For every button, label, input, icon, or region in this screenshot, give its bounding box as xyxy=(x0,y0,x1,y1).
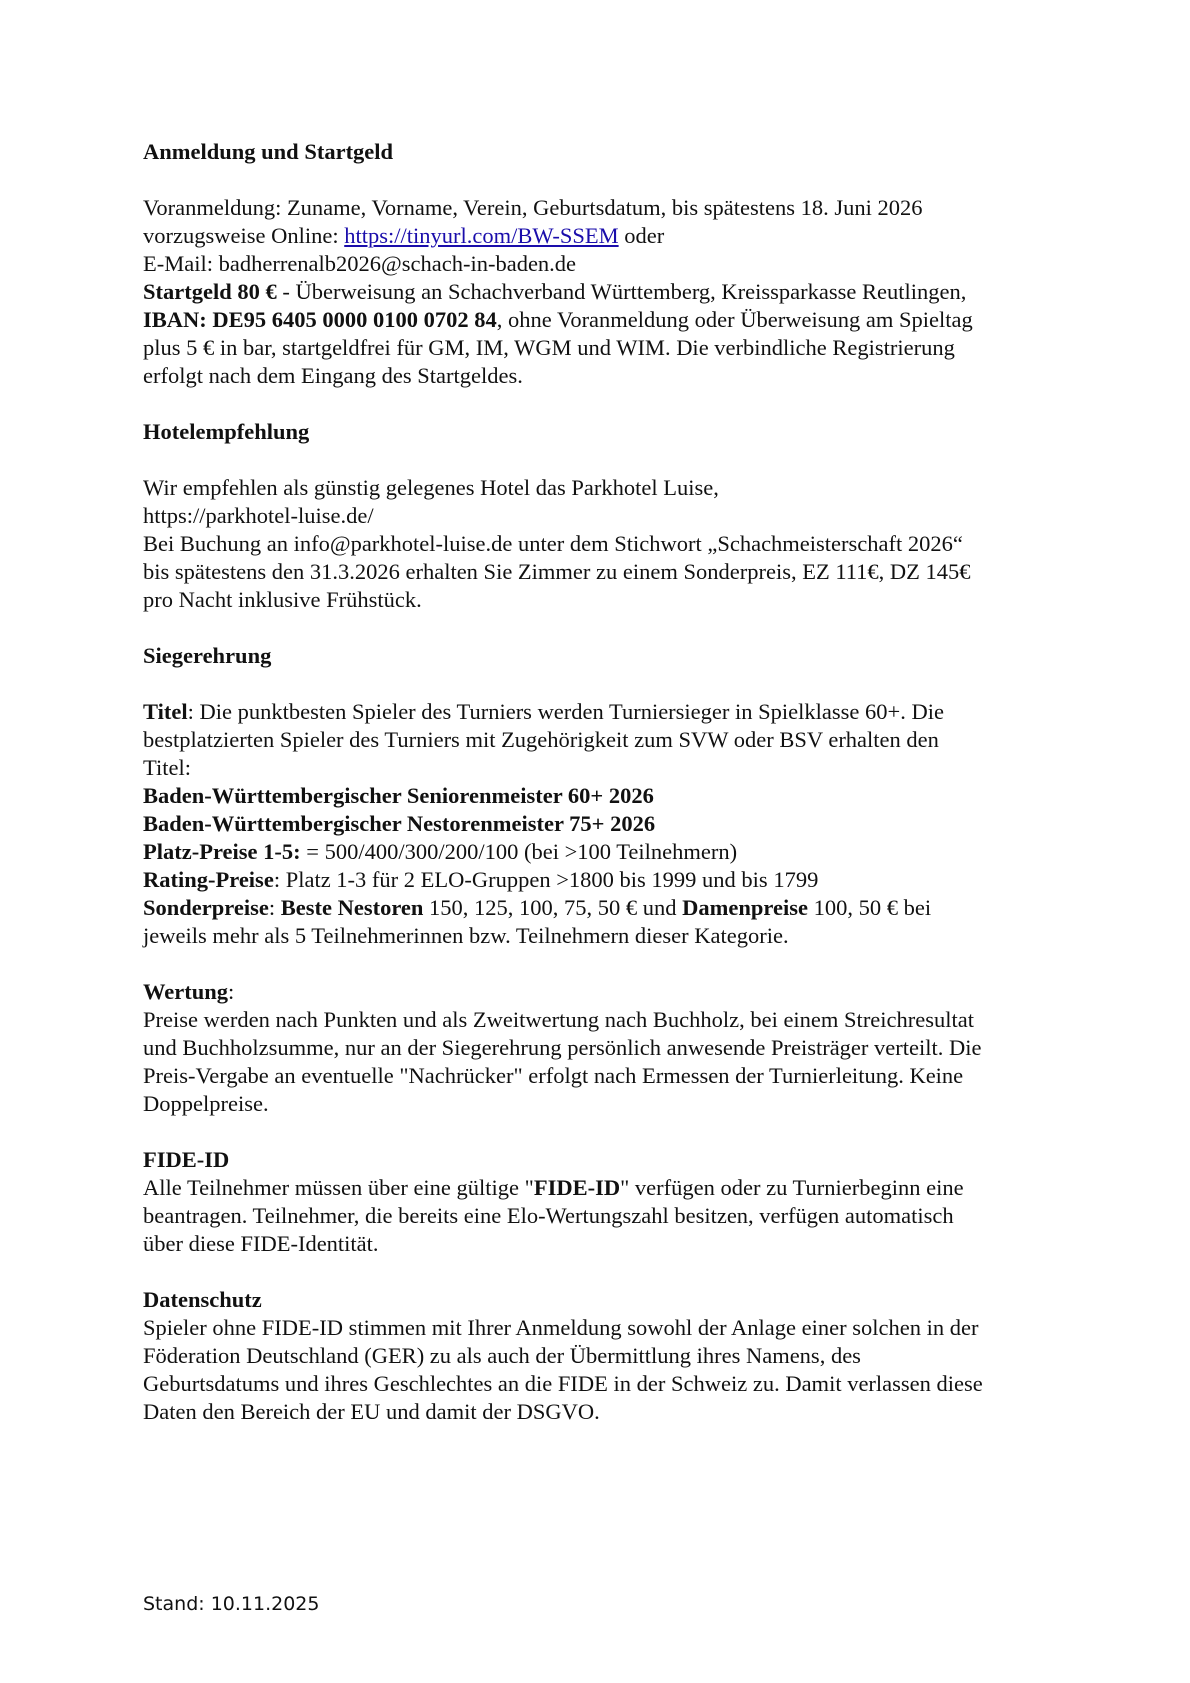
section-heading-wertung xyxy=(143,978,1063,1006)
anmeldung-line: Voranmeldung: Zuname, Vorname, Verein, Geburtsdatum, bis spätestens 18. Juni 2026 xyxy=(143,195,923,220)
section-heading-siegerehrung: Siegerehrung xyxy=(143,643,272,668)
section-heading-hotel: Hotelempfehlung xyxy=(143,419,310,444)
datenschutz-line: Geburtsdatums und ihres Geschlechtes an die FIDE in der Schweiz zu. Damit verlassen diese xyxy=(143,1371,983,1396)
wertung-line: Doppelpreise. xyxy=(143,1091,269,1116)
hotel-line: Bei Buchung an info@parkhotel-luise.de unter dem Stichwort „Schachmeisterschaft 2026“ xyxy=(143,531,963,556)
registration-link[interactable]: https://tinyurl.com/BW-SSEM xyxy=(344,223,619,248)
nestoren-label: Beste Nestoren xyxy=(280,895,424,920)
text: " verfügen oder zu Turnierbeginn eine xyxy=(620,1175,964,1200)
hotel-line: bis spätestens den 31.3.2026 erhalten Sie Zimmer zu einem Sonderpreis, EZ 111€, DZ 145€ xyxy=(143,559,971,584)
text: 100, 50 € bei xyxy=(807,895,932,920)
section-heading-datenschutz: Datenschutz xyxy=(143,1287,262,1312)
sonderpreise-label: Sonderpreise xyxy=(143,895,269,920)
text: vorzugsweise Online: xyxy=(143,223,345,248)
fide-line: beantragen. Teilnehmer, die bereits eine Elo-Wertungszahl besitzen, verfügen automatisch xyxy=(143,1203,954,1228)
wertung-line: Preise werden nach Punkten und als Zweitwertung nach Buchholz, bei einem Streichresultat xyxy=(143,1007,975,1032)
section-heading-anmeldung: Anmeldung und Startgeld xyxy=(143,139,394,164)
platz-preise-line xyxy=(143,838,1063,866)
iban-label: IBAN: DE95 6405 0000 0100 0702 84 xyxy=(143,307,497,332)
platz-preise-label: Platz-Preise 1-5: xyxy=(143,839,301,864)
text: : xyxy=(268,895,281,920)
rating-preise-line xyxy=(143,866,1063,894)
fide-id-label: FIDE-ID xyxy=(533,1175,621,1200)
anmeldung-line: plus 5 € in bar, startgeldfrei für GM, IM, WGM und WIM. Die verbindliche Registrierung xyxy=(143,335,955,360)
text: - Überweisung an Schachverband Württemberg, Kreissparkasse Reutlingen, xyxy=(276,279,967,304)
text: 150, 125, 100, 75, 50 € und xyxy=(423,895,683,920)
text: = 500/400/300/200/100 (bei >100 Teilnehmern) xyxy=(300,839,738,864)
footer-stand: Stand: 10.11.2025 xyxy=(143,1593,320,1615)
fide-line xyxy=(143,1174,1063,1202)
datenschutz-line: Spieler ohne FIDE-ID stimmen mit Ihrer Anmeldung sowohl der Anlage einer solchen in der xyxy=(143,1315,979,1340)
document-body xyxy=(143,138,1063,1426)
meister-title: Baden-Württembergischer Nestorenmeister 75+ 2026 xyxy=(143,811,656,836)
iban-line xyxy=(143,306,1063,334)
damenpreise-label: Damenpreise xyxy=(682,895,808,920)
wertung-line: und Buchholzsumme, nur an der Siegerehrung persönlich anwesende Preisträger verteilt. Die xyxy=(143,1035,982,1060)
fide-line: über diese FIDE-Identität. xyxy=(143,1231,379,1256)
hotel-line: pro Nacht inklusive Frühstück. xyxy=(143,587,422,612)
datenschutz-line: Daten den Bereich der EU und damit der DSGVO. xyxy=(143,1399,600,1424)
wertung-label: Wertung xyxy=(143,979,229,1004)
text: , ohne Voranmeldung oder Überweisung am Spieltag xyxy=(496,307,973,332)
hotel-url: https://parkhotel-luise.de/ xyxy=(143,503,374,528)
text: oder xyxy=(618,223,665,248)
datenschutz-line: Föderation Deutschland (GER) zu als auch der Übermittlung ihres Namens, des xyxy=(143,1343,861,1368)
sonderpreise-line xyxy=(143,894,1063,922)
titel-label: Titel xyxy=(143,699,188,724)
titel-line: bestplatzierten Spieler des Turniers mit Zugehörigkeit zum SVW oder BSV erhalten den xyxy=(143,727,939,752)
sonderpreise-line: jeweils mehr als 5 Teilnehmerinnen bzw. Teilnehmern dieser Kategorie. xyxy=(143,923,789,948)
wertung-line: Preis-Vergabe an eventuelle "Nachrücker" erfolgt nach Ermessen der Turnierleitung. Keine xyxy=(143,1063,964,1088)
startgeld-label: Startgeld 80 € xyxy=(143,279,277,304)
text: : Die punktbesten Spieler des Turniers werden Turniersieger in Spielklasse 60+. Die xyxy=(187,699,944,724)
section-heading-fide-id: FIDE-ID xyxy=(143,1147,230,1172)
text: : xyxy=(228,979,235,1004)
anmeldung-online-line xyxy=(143,222,1063,250)
anmeldung-line: erfolgt nach dem Eingang des Startgeldes. xyxy=(143,363,523,388)
rating-preise-label: Rating-Preise xyxy=(143,867,274,892)
titel-line: Titel: xyxy=(143,755,191,780)
startgeld-line xyxy=(143,278,1063,306)
titel-line xyxy=(143,698,1063,726)
text: : Platz 1-3 für 2 ELO-Gruppen >1800 bis 1999 und bis 1799 xyxy=(273,867,819,892)
text: Alle Teilnehmer müssen über eine gültige " xyxy=(143,1175,534,1200)
meister-title: Baden-Württembergischer Seniorenmeister 60+ 2026 xyxy=(143,783,654,808)
anmeldung-email-line: E-Mail: badherrenalb2026@schach-in-baden.de xyxy=(143,251,577,276)
hotel-line: Wir empfehlen als günstig gelegenes Hotel das Parkhotel Luise, xyxy=(143,475,719,500)
